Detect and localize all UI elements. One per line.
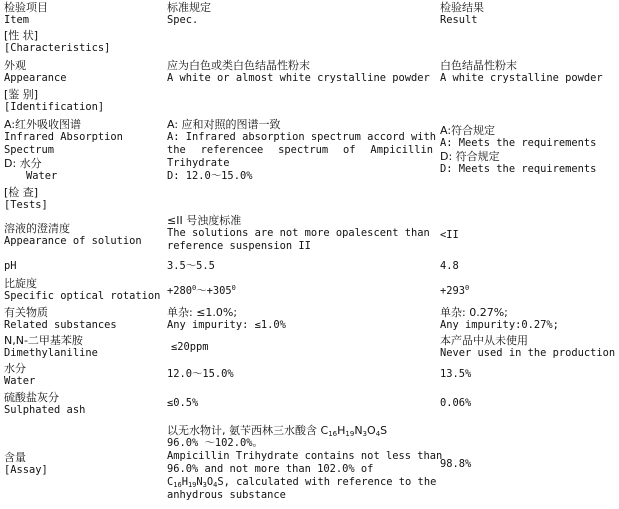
appearance-spec-cn: 应为白色或类白色结晶性粉末 bbox=[167, 59, 310, 72]
section-characteristics-cn: [性 状] bbox=[4, 29, 39, 42]
formula-c: C bbox=[320, 424, 329, 437]
appearance-spec-en: A white or almost white crystalline powder bbox=[167, 72, 430, 84]
identification-items bbox=[4, 118, 159, 183]
ir-item-cn: A:红外吸收图谱 bbox=[4, 118, 82, 131]
ash-item-cn: 硫酸盐灰分 bbox=[4, 391, 59, 404]
formula-s: S bbox=[380, 424, 388, 437]
water-spec-value: 12.0～15.0% bbox=[167, 368, 234, 380]
formula-h-count: 19 bbox=[345, 430, 355, 438]
dimethylaniline-item-en: Dimethylaniline bbox=[4, 347, 98, 359]
formula-n: N bbox=[196, 476, 203, 488]
water-item-cn: 水分 bbox=[4, 362, 26, 375]
header-item-en: Item bbox=[4, 14, 30, 26]
formula-c-count: 16 bbox=[173, 481, 182, 489]
water-result bbox=[440, 368, 618, 381]
rotation-spec-high: ～+305 bbox=[196, 285, 232, 297]
related-spec-cn: 单杂: ≤1.0%; bbox=[167, 306, 238, 319]
related-item-en: Related substances bbox=[4, 319, 117, 331]
ir-spec-cn: A: 应和对照的图谱一致 bbox=[167, 118, 281, 131]
header-spec-cn: 标准规定 bbox=[167, 1, 211, 14]
appearance-result-en: A white crystalline powder bbox=[440, 72, 603, 84]
formula-h: H bbox=[337, 424, 346, 437]
dimethylaniline-spec-value: ≤20ppm bbox=[171, 341, 209, 353]
assay-item-en: [Assay] bbox=[4, 464, 48, 476]
identification-result bbox=[440, 124, 618, 176]
related-result-en: Any impurity:0.27%; bbox=[440, 319, 559, 331]
formula-h-count: 19 bbox=[187, 481, 197, 489]
appearance-item bbox=[4, 59, 159, 85]
result-column-header bbox=[440, 1, 618, 27]
related-spec bbox=[167, 306, 433, 332]
water-item-en: Water bbox=[4, 375, 36, 387]
header-result-cn: 检验结果 bbox=[440, 1, 484, 14]
formula-n-count: 3 bbox=[362, 430, 368, 438]
formula-c-count: 16 bbox=[328, 430, 338, 438]
rotation-result-value bbox=[440, 285, 618, 298]
water-id-result-en: D: Meets the requirements bbox=[440, 163, 597, 175]
clarity-result-value: <II bbox=[440, 229, 459, 241]
section-characteristics bbox=[4, 29, 159, 55]
assay-spec bbox=[167, 424, 443, 502]
ph-item bbox=[4, 260, 159, 273]
formula-n-count: 3 bbox=[202, 481, 207, 489]
ash-item bbox=[4, 391, 159, 417]
formula-o: O bbox=[206, 476, 214, 488]
assay-item bbox=[4, 451, 159, 477]
section-tests-cn: [检 查] bbox=[4, 186, 39, 199]
formula-o-count: 4 bbox=[213, 481, 218, 489]
assay-spec-en-1: Ampicillin Trihydrate contains not less than bbox=[167, 450, 443, 462]
section-identification-cn: [鉴 别] bbox=[4, 88, 39, 101]
clarity-item-cn: 溶液的澄清度 bbox=[4, 222, 70, 235]
degree-mark: 0 bbox=[192, 284, 197, 292]
rotation-item bbox=[4, 277, 159, 303]
assay-spec-en-3 bbox=[167, 476, 437, 489]
ir-item-en-2: Spectrum bbox=[4, 144, 55, 156]
ph-spec-value: 3.5～5.5 bbox=[167, 260, 215, 272]
assay-formula bbox=[321, 424, 388, 437]
clarity-result bbox=[440, 229, 618, 242]
appearance-result bbox=[440, 59, 618, 85]
dimethylaniline-item bbox=[4, 334, 159, 360]
dimethylaniline-item-cn: N,N-二甲基苯胺 bbox=[4, 334, 83, 347]
ph-spec bbox=[167, 260, 433, 273]
rotation-spec-value bbox=[167, 285, 433, 298]
rotation-result-number: +293 bbox=[440, 285, 466, 297]
dimethylaniline-result bbox=[440, 334, 618, 360]
formula-h: H bbox=[181, 476, 188, 488]
ash-result-value: 0.06% bbox=[440, 397, 472, 409]
related-item-cn: 有关物质 bbox=[4, 306, 48, 319]
ph-result-value: 4.8 bbox=[440, 260, 459, 272]
water-id-spec: D: 12.0～15.0% bbox=[167, 170, 253, 182]
clarity-spec-en-1: The solutions are not more opalescent than bbox=[167, 227, 430, 239]
rotation-item-cn: 比旋度 bbox=[4, 277, 37, 290]
water-item bbox=[4, 362, 159, 388]
rotation-item-en: Specific optical rotation bbox=[4, 290, 161, 302]
section-identification bbox=[4, 88, 159, 114]
related-spec-en: Any impurity: ≤1.0% bbox=[167, 319, 286, 331]
ph-item-label: pH bbox=[4, 260, 17, 272]
ph-result bbox=[440, 260, 618, 273]
section-identification-en: [Identification] bbox=[4, 101, 105, 113]
related-item bbox=[4, 306, 159, 332]
assay-spec-en-2: 96.0% and not more than 102.0% of bbox=[167, 463, 374, 475]
related-result bbox=[440, 306, 618, 332]
appearance-item-cn: 外观 bbox=[4, 59, 26, 72]
formula-o-count: 4 bbox=[375, 430, 381, 438]
assay-item-cn: 含量 bbox=[4, 451, 26, 464]
clarity-spec-en-2: reference suspension II bbox=[167, 240, 311, 252]
dimethylaniline-result-cn: 本产品中从未使用 bbox=[440, 334, 528, 347]
clarity-item-en: Appearance of solution bbox=[4, 235, 142, 247]
appearance-item-en: Appearance bbox=[4, 72, 67, 84]
related-result-cn: 单杂: 0.27%; bbox=[440, 306, 508, 319]
rotation-spec bbox=[167, 285, 433, 298]
clarity-spec-cn: ≤II 号浊度标准 bbox=[167, 214, 242, 227]
ir-spec-en-2: the referencee spectrum of Ampicillin bbox=[167, 144, 433, 156]
rotation-spec-low: +280 bbox=[167, 285, 193, 297]
section-tests bbox=[4, 186, 159, 212]
assay-result-value: 98.8% bbox=[440, 458, 472, 470]
item-column-header bbox=[4, 1, 159, 27]
ir-spec-en-1: A: Infrared absorption spectrum accord with bbox=[167, 131, 436, 143]
rotation-result bbox=[440, 285, 618, 298]
dimethylaniline-result-en: Never used in the production bbox=[440, 347, 616, 359]
water-id-item-cn: D: 水分 bbox=[4, 157, 42, 170]
water-result-value: 13.5% bbox=[440, 368, 472, 380]
assay-spec-en-3-text: S, calculated with reference to the bbox=[217, 476, 437, 488]
formula-o: O bbox=[367, 424, 376, 437]
ash-spec bbox=[167, 397, 433, 410]
ash-item-en: Sulphated ash bbox=[4, 404, 86, 416]
ash-result bbox=[440, 397, 618, 410]
assay-result bbox=[440, 458, 618, 471]
section-characteristics-en: [Characteristics] bbox=[4, 42, 111, 54]
assay-spec-line-2: 96.0% ～102.0%。 bbox=[167, 437, 263, 449]
ir-result-cn: A:符合规定 bbox=[440, 124, 496, 137]
header-result-en: Result bbox=[440, 14, 478, 26]
formula-c: C bbox=[167, 476, 174, 488]
water-id-item-en: Water bbox=[26, 170, 58, 182]
assay-spec-line-1 bbox=[167, 424, 433, 437]
header-item-cn: 检验项目 bbox=[4, 1, 48, 14]
water-spec bbox=[167, 368, 433, 381]
identification-spec bbox=[167, 118, 436, 183]
spec-column-header bbox=[167, 1, 433, 27]
clarity-spec bbox=[167, 214, 433, 253]
appearance-spec bbox=[167, 59, 433, 85]
clarity-item bbox=[4, 222, 159, 248]
formula-n: N bbox=[354, 424, 363, 437]
water-id-result-cn: D: 符合规定 bbox=[440, 150, 500, 163]
assay-spec-cn: 以无水物计, 氨苄西林三水酸含 bbox=[167, 424, 321, 437]
dimethylaniline-spec bbox=[167, 341, 433, 354]
header-spec-en: Spec. bbox=[167, 14, 199, 26]
ir-spec-en-3: Trihydrate bbox=[167, 157, 230, 169]
ir-item-en: Infrared Absorption bbox=[4, 131, 123, 143]
ash-spec-value: ≤0.5% bbox=[167, 397, 199, 409]
section-tests-en: [Tests] bbox=[4, 199, 48, 211]
ir-result-en: A: Meets the requirements bbox=[440, 137, 597, 149]
degree-mark: 0 bbox=[465, 284, 470, 292]
appearance-result-cn: 白色结晶性粉末 bbox=[440, 59, 517, 72]
degree-mark: 0 bbox=[231, 284, 236, 292]
assay-spec-en-4: anhydrous substance bbox=[167, 489, 286, 501]
